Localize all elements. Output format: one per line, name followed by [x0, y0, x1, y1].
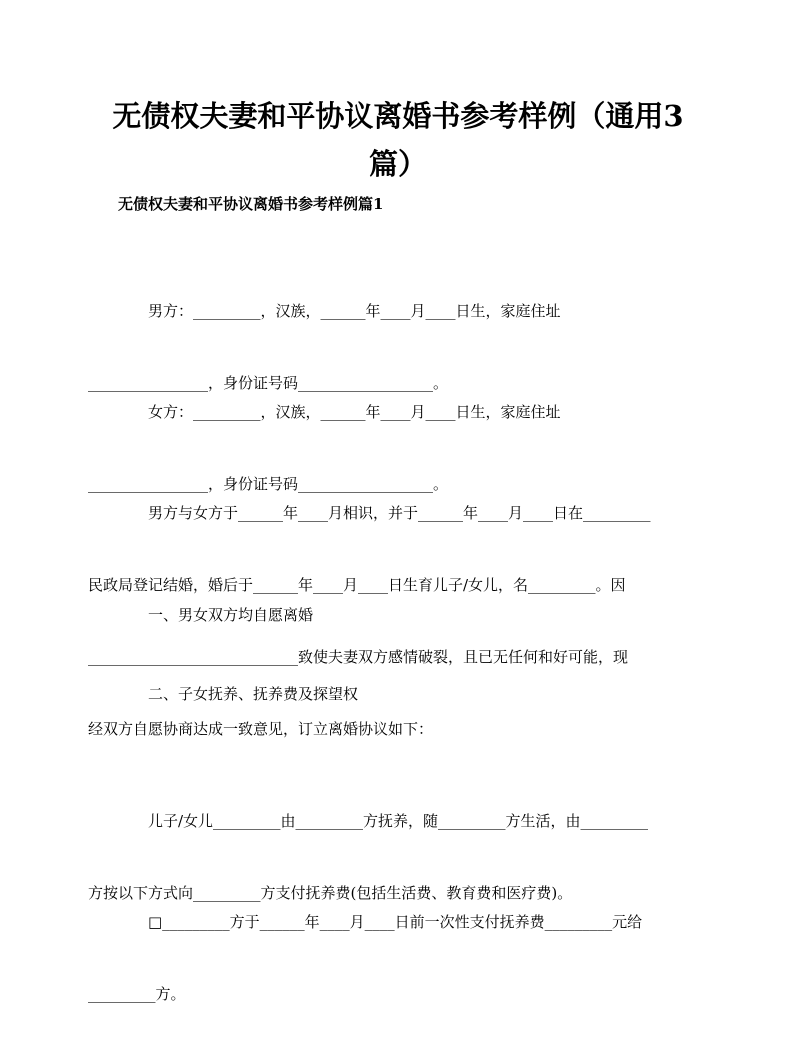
section-heading: 无债权夫妻和平协议离婚书参考样例篇1: [118, 195, 384, 213]
male-party-line-2: ________________，身份证号码__________________。: [88, 374, 449, 392]
lump-sum-line-2: _________方。: [88, 985, 186, 1003]
custody-line-2: 方按以下方式向_________方支付抚养费(包括生活费、教育费和医疗费)。: [88, 884, 573, 902]
marriage-history-line-4: 经双方自愿协商达成一致意见，订立离婚协议如下：: [88, 720, 434, 738]
lump-sum-paragraph: [88, 862, 680, 1054]
document-title: 无债权夫妻和平协议离婚书参考样例（通用3篇）: [112, 99, 684, 181]
female-party-line-1: 女方：_________，汉族，______年____月____日生，家庭住址: [148, 403, 561, 421]
female-party-line-2: ________________，身份证号码__________________。: [88, 475, 449, 493]
lump-sum-line-1: □_________方于______年____月____日前一次性支付抚养费_________元给: [148, 913, 643, 931]
clause-child-custody: 二、子女抚养、抚养费及探望权: [148, 685, 359, 703]
marriage-history-line-1: 男方与女方于______年____月相识，并于______年____月____日在_________: [148, 504, 651, 522]
marriage-history-line-3: ____________________________致使夫妻双方感情破裂，且已无任何和好可能，现: [88, 648, 629, 666]
male-party-line-1: 男方：_________，汉族，______年____月____日生，家庭住址: [148, 302, 561, 320]
marriage-history-line-2: 民政局登记结婚，婚后于______年____月____日生育儿子/女儿，名_________。因: [88, 576, 626, 594]
clause-voluntary-divorce: 一、男女双方均自愿离婚: [148, 606, 314, 624]
custody-line-1: 儿子/女儿_________由_________方抚养，随_________方生活，由_________: [148, 812, 649, 830]
